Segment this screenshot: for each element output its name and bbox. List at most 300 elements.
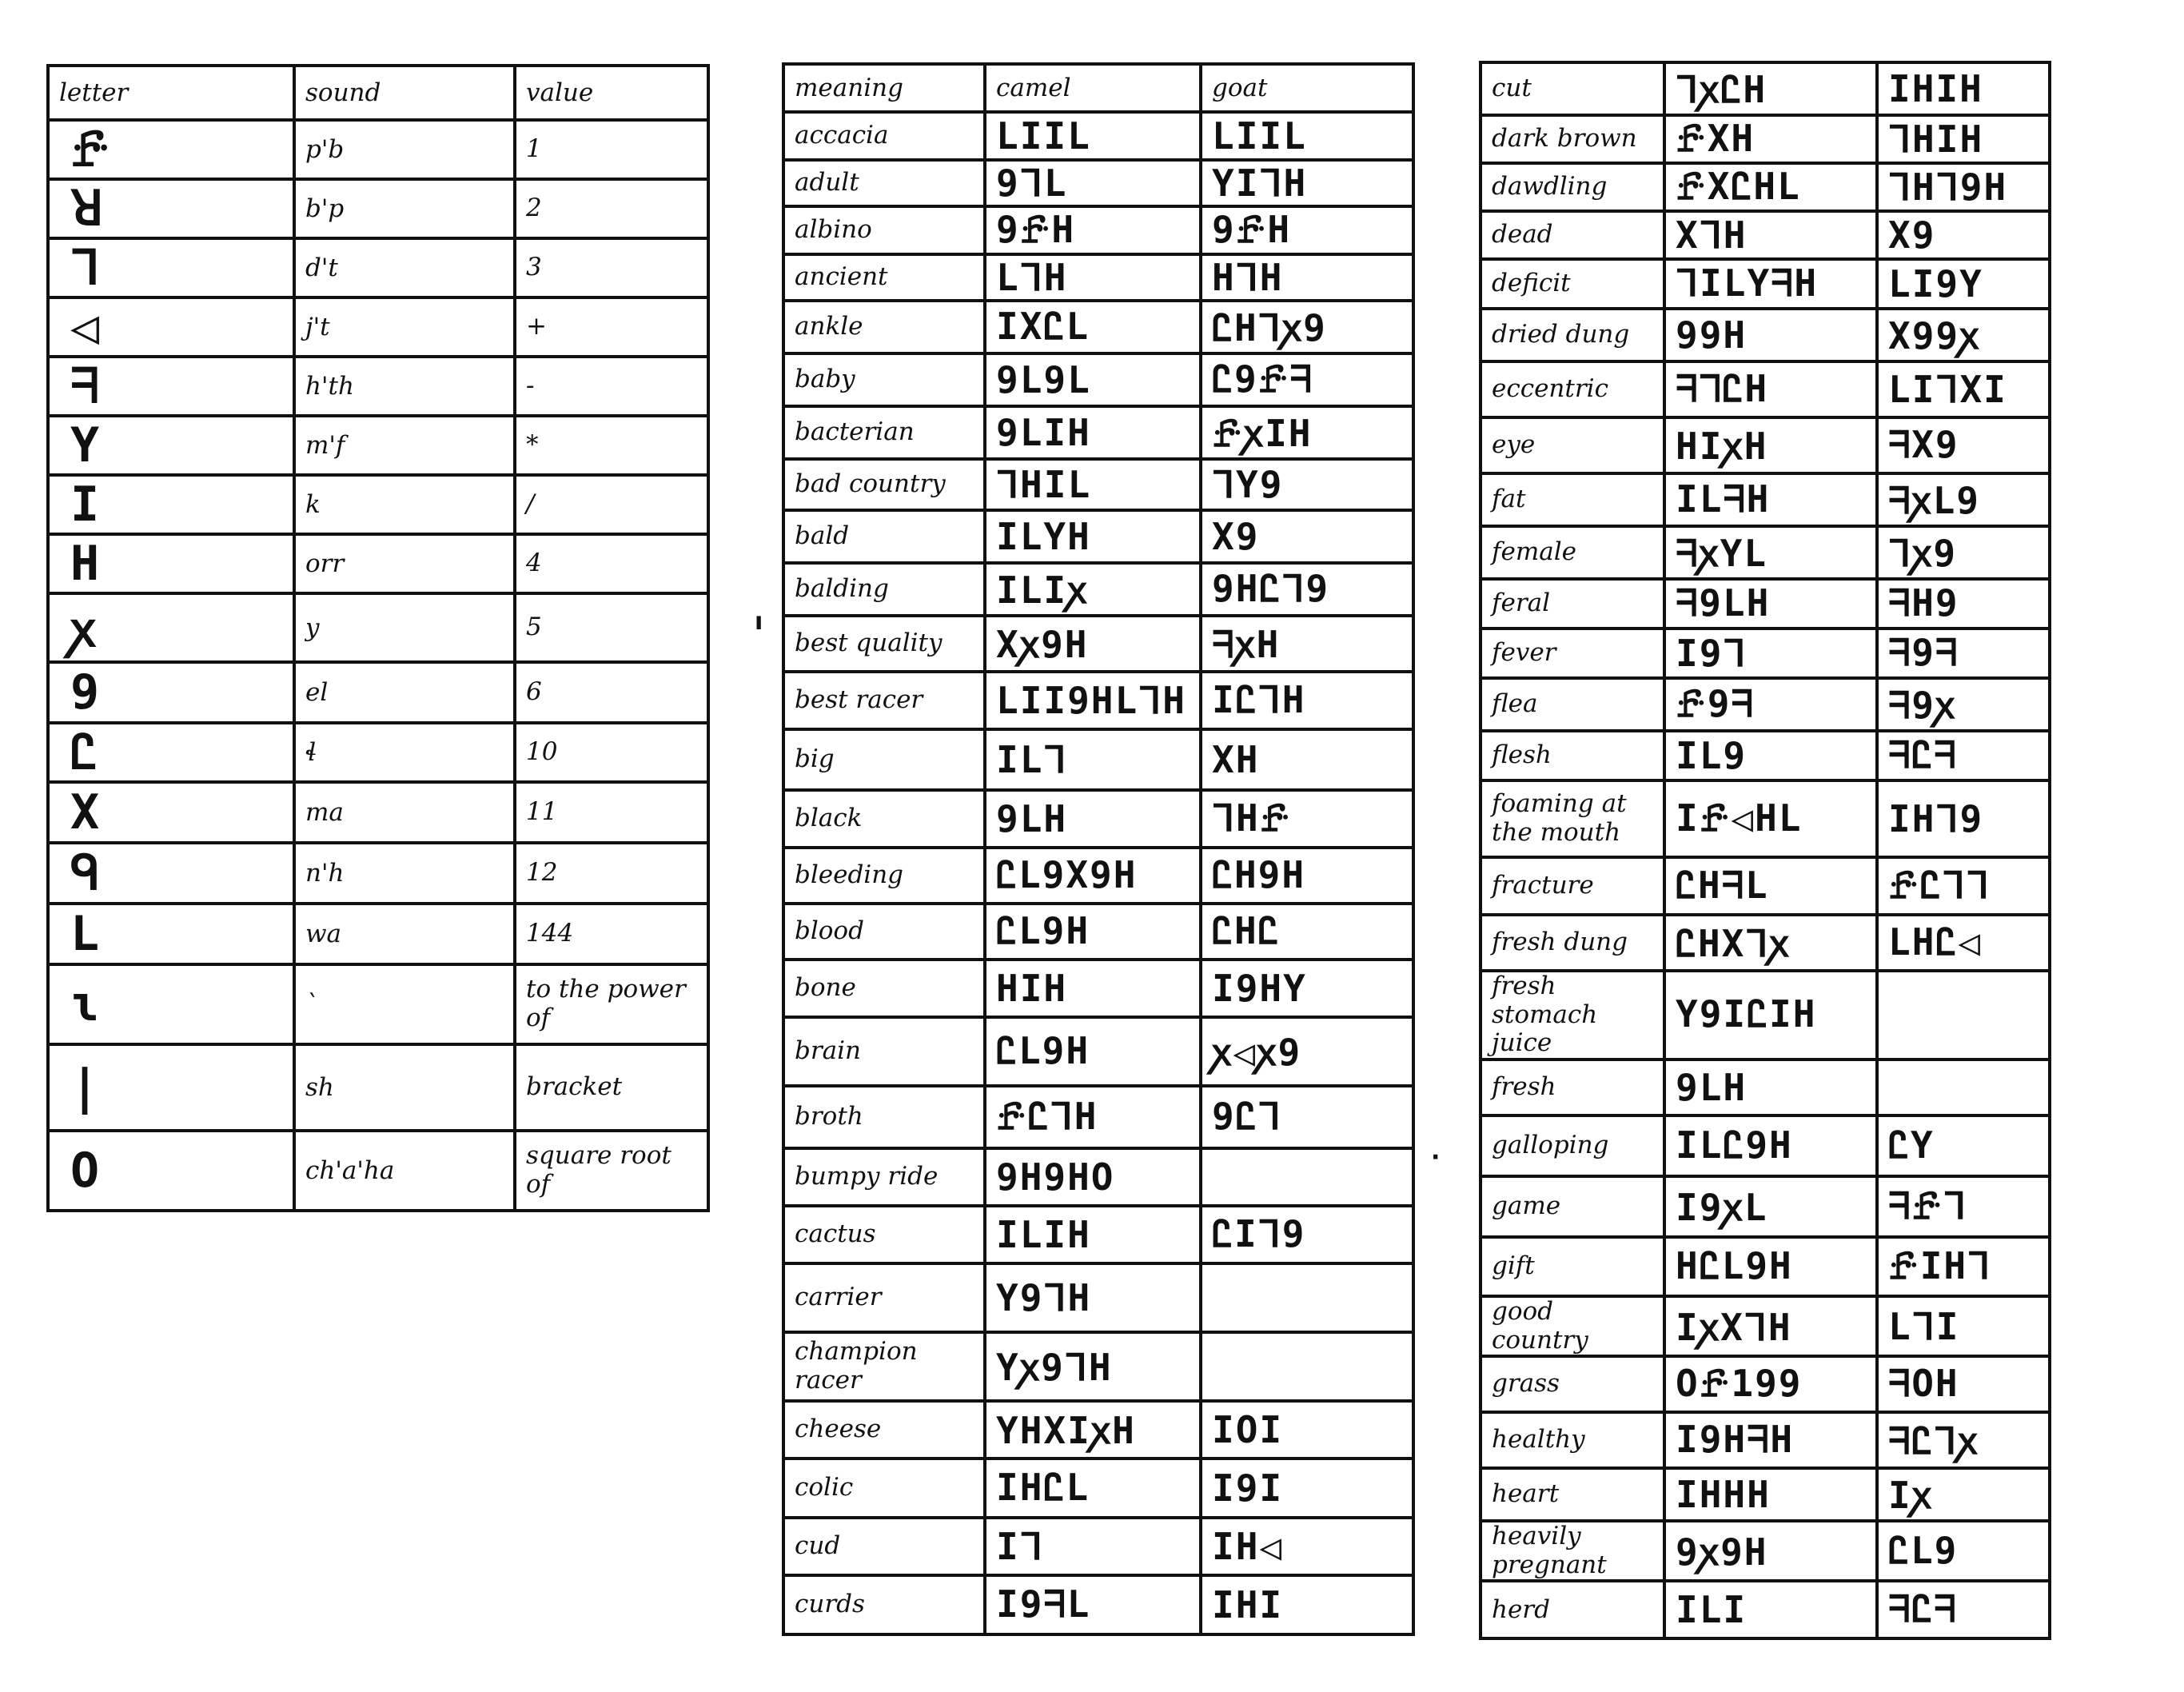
cell-value: 6	[515, 662, 708, 723]
cell-goat: ᏝIᒣ9	[1201, 1206, 1413, 1263]
cell-camel: I9ꭗL	[1664, 1176, 1877, 1237]
cell-meaning: heavily pregnant	[1481, 1521, 1664, 1581]
cell-meaning: ancient	[783, 254, 985, 301]
cell-camel: YHXIꭗH	[985, 1401, 1201, 1459]
cell-camel: ᏝHᖷL	[1664, 857, 1877, 915]
cell-goat: ꗔIHᒣ	[1877, 1237, 2050, 1296]
table-row	[48, 964, 708, 1044]
cell-meaning: dawdling	[1481, 163, 1664, 211]
stray-mark: ı	[755, 608, 763, 636]
table-header-row	[783, 64, 1413, 112]
table-row	[48, 238, 708, 297]
cell-camel: HIꭗH	[1664, 417, 1877, 473]
cell-camel: ᒣILYᖷH	[1664, 259, 1877, 309]
table-row	[1481, 731, 2050, 780]
cell-goat: ᖷᏝᖷ	[1877, 731, 2050, 780]
cell-goat: IHIH	[1877, 62, 2050, 115]
cell-camel: ILᒣ	[985, 729, 1201, 790]
cell-meaning: eccentric	[1481, 361, 1664, 417]
cell-goat: 9ꗔH	[1201, 206, 1413, 254]
cell-goat: 9HᏝᒣ9	[1201, 563, 1413, 616]
cell-glyph: ꭗ	[48, 593, 294, 662]
cell-meaning: baby	[783, 353, 985, 406]
table-row	[783, 672, 1413, 729]
cell-camel: ILᖷH	[1664, 473, 1877, 526]
cell-glyph: ꗔ	[48, 120, 294, 179]
header-goat: goat	[1201, 64, 1413, 112]
cell-meaning: feral	[1481, 579, 1664, 629]
cell-goat: IHᒣ9	[1877, 780, 2050, 857]
table-row	[1481, 971, 2050, 1059]
table-row	[48, 534, 708, 593]
cell-meaning: female	[1481, 526, 1664, 579]
table-row	[1481, 1356, 2050, 1412]
cell-camel: LIIL	[985, 112, 1201, 160]
cell-camel: LII9HLᒣH	[985, 672, 1201, 729]
cell-camel: ᏝL9H	[985, 904, 1201, 960]
cell-goat: 9Ꮭᒣ	[1201, 1086, 1413, 1148]
cell-goat: XH	[1201, 729, 1413, 790]
table-row	[48, 357, 708, 416]
cell-value: 1	[515, 120, 708, 179]
table-row	[1481, 1581, 2050, 1638]
table-row	[1481, 678, 2050, 731]
vocab-table-1	[782, 62, 1415, 1636]
cell-value: +	[515, 297, 708, 357]
cell-camel: ᏝL9H	[985, 1017, 1201, 1086]
cell-meaning: bald	[783, 510, 985, 563]
cell-goat: ᖷᏝᖷ	[1877, 1581, 2050, 1638]
cell-meaning: best quality	[783, 616, 985, 672]
cell-camel: Y9IᏝIH	[1664, 971, 1877, 1059]
table-row	[783, 960, 1413, 1017]
table-row	[783, 510, 1413, 563]
table-row	[1481, 1237, 2050, 1296]
cell-camel: Oꗔ199	[1664, 1356, 1877, 1412]
table-row	[783, 459, 1413, 510]
cell-meaning: cheese	[783, 1401, 985, 1459]
cell-sound: orr	[294, 534, 515, 593]
cell-camel: Yꭗ9ᒣH	[985, 1332, 1201, 1401]
cell-camel: LᒣH	[985, 254, 1201, 301]
table-row	[48, 1044, 708, 1131]
cell-glyph: ᖷ	[48, 357, 294, 416]
table-row	[48, 1131, 708, 1211]
cell-goat: ᏝHᒣꭗ9	[1201, 301, 1413, 353]
cell-meaning: flea	[1481, 678, 1664, 731]
table-row	[48, 416, 708, 475]
table-row	[48, 662, 708, 723]
cell-meaning: brain	[783, 1017, 985, 1086]
cell-camel: IXᏝL	[985, 301, 1201, 353]
table-row	[783, 254, 1413, 301]
cell-goat: LHᏝ◁	[1877, 915, 2050, 971]
cell-glyph: O	[48, 1131, 294, 1211]
cell-meaning: herd	[1481, 1581, 1664, 1638]
cell-value: 3	[515, 238, 708, 297]
table-row	[1481, 473, 2050, 526]
table-row	[48, 179, 708, 238]
cell-goat: ᖷ9ᖷ	[1877, 629, 2050, 678]
cell-goat: ᏝH9H	[1201, 848, 1413, 904]
table-row	[1481, 1296, 2050, 1356]
cell-goat: ᖷᏝᒣꭗ	[1877, 1412, 2050, 1468]
cell-goat	[1201, 1332, 1413, 1401]
cell-value: bracket	[515, 1044, 708, 1131]
cell-value: 5	[515, 593, 708, 662]
table-row	[783, 406, 1413, 459]
cell-goat	[1877, 971, 2050, 1059]
cell-goat: Iꭗ	[1877, 1468, 2050, 1521]
cell-meaning: bleeding	[783, 848, 985, 904]
table-row	[48, 904, 708, 964]
table-row	[1481, 629, 2050, 678]
cell-meaning: bumpy ride	[783, 1148, 985, 1206]
cell-meaning: bone	[783, 960, 985, 1017]
header-meaning: meaning	[783, 64, 985, 112]
cell-meaning: fresh dung	[1481, 915, 1664, 971]
cell-meaning: fresh	[1481, 1059, 1664, 1115]
table-row	[783, 1263, 1413, 1332]
cell-meaning: fresh stomach juice	[1481, 971, 1664, 1059]
cell-goat: IH◁	[1201, 1518, 1413, 1575]
cell-camel: IHHH	[1664, 1468, 1877, 1521]
table-row	[48, 475, 708, 534]
vocab-table-1-body	[783, 64, 1413, 1634]
cell-sound: b'p	[294, 179, 515, 238]
table-row	[1481, 526, 2050, 579]
cell-camel: HᏝL9H	[1664, 1237, 1877, 1296]
cell-goat	[1201, 1263, 1413, 1332]
table-row	[1481, 1412, 2050, 1468]
header-value: value	[515, 66, 708, 120]
cell-value: *	[515, 416, 708, 475]
cell-camel: I9ᖷL	[985, 1575, 1201, 1634]
cell-camel: 9H9HO	[985, 1148, 1201, 1206]
table-row	[783, 301, 1413, 353]
table-row	[783, 206, 1413, 254]
table-row	[48, 297, 708, 357]
cell-sound: wa	[294, 904, 515, 964]
cell-meaning: healthy	[1481, 1412, 1664, 1468]
cell-meaning: accacia	[783, 112, 985, 160]
cell-camel: Iᒣ	[985, 1518, 1201, 1575]
cell-camel: ᖷ9LH	[1664, 579, 1877, 629]
cell-meaning: broth	[783, 1086, 985, 1148]
cell-goat	[1201, 1148, 1413, 1206]
cell-meaning: bad country	[783, 459, 985, 510]
cell-camel: ILYH	[985, 510, 1201, 563]
cell-camel: ꗔ9ᖷ	[1664, 678, 1877, 731]
cell-goat: IOI	[1201, 1401, 1413, 1459]
table-row	[1481, 1521, 2050, 1581]
cell-camel: 9LIH	[985, 406, 1201, 459]
table-row	[783, 729, 1413, 790]
table-row	[1481, 417, 2050, 473]
table-row	[783, 1086, 1413, 1148]
cell-goat: ᖷX9	[1877, 417, 2050, 473]
cell-goat: ᖷ9ꭗ	[1877, 678, 2050, 731]
cell-glyph: X	[48, 782, 294, 843]
table-row	[1481, 1468, 2050, 1521]
table-row	[783, 1206, 1413, 1263]
table-row	[783, 353, 1413, 406]
cell-value: 2	[515, 179, 708, 238]
cell-sound: ɬ	[294, 723, 515, 782]
cell-meaning: carrier	[783, 1263, 985, 1332]
cell-camel: ILI	[1664, 1581, 1877, 1638]
cell-meaning: fever	[1481, 629, 1664, 678]
cell-meaning: ankle	[783, 301, 985, 353]
cell-camel: Y9ᒣH	[985, 1263, 1201, 1332]
table-row	[1481, 163, 2050, 211]
cell-goat: ᖷOH	[1877, 1356, 2050, 1412]
cell-sound: h'th	[294, 357, 515, 416]
cell-goat: I9HY	[1201, 960, 1413, 1017]
cell-meaning: foaming at the mouth	[1481, 780, 1664, 857]
cell-camel: ᏝL9X9H	[985, 848, 1201, 904]
cell-sound: d't	[294, 238, 515, 297]
cell-camel: HIH	[985, 960, 1201, 1017]
alphabet-table	[46, 64, 710, 1212]
cell-meaning: cud	[783, 1518, 985, 1575]
cell-camel: Iꗔ◁HL	[1664, 780, 1877, 857]
cell-glyph: |	[48, 1044, 294, 1131]
table-row	[783, 1575, 1413, 1634]
stray-mark: ·	[1431, 1143, 1441, 1171]
cell-meaning: game	[1481, 1176, 1664, 1237]
cell-sound: el	[294, 662, 515, 723]
cell-meaning: eye	[1481, 417, 1664, 473]
table-row	[48, 593, 708, 662]
cell-glyph: ɩ	[48, 964, 294, 1044]
cell-meaning: flesh	[1481, 731, 1664, 780]
cell-camel: 9LH	[985, 790, 1201, 848]
cell-meaning: colic	[783, 1459, 985, 1518]
cell-camel: 9ꗔH	[985, 206, 1201, 254]
cell-camel: Xꭗ9H	[985, 616, 1201, 672]
cell-goat: ᒣY9	[1201, 459, 1413, 510]
cell-sound: `	[294, 964, 515, 1044]
cell-glyph: ᑫ	[48, 843, 294, 904]
cell-sound: m'f	[294, 416, 515, 475]
header-letter: letter	[48, 66, 294, 120]
table-row	[1481, 1176, 2050, 1237]
cell-camel: IL9	[1664, 731, 1877, 780]
cell-meaning: galloping	[1481, 1115, 1664, 1176]
cell-camel: ꗔXH	[1664, 115, 1877, 163]
cell-sound: j't	[294, 297, 515, 357]
cell-goat: ᖷꭗH	[1201, 616, 1413, 672]
cell-camel: I9ᒣ	[1664, 629, 1877, 678]
cell-camel: ᒣHIL	[985, 459, 1201, 510]
cell-meaning: dead	[1481, 211, 1664, 259]
cell-camel: ILᏝ9H	[1664, 1115, 1877, 1176]
cell-meaning: heart	[1481, 1468, 1664, 1521]
cell-sound: ma	[294, 782, 515, 843]
cell-meaning: grass	[1481, 1356, 1664, 1412]
cell-sound: sh	[294, 1044, 515, 1131]
cell-sound: y	[294, 593, 515, 662]
cell-camel: 9ᒣL	[985, 160, 1201, 206]
cell-glyph: Ꮭ	[48, 723, 294, 782]
cell-goat: HᒣH	[1201, 254, 1413, 301]
table-row	[1481, 1059, 2050, 1115]
table-row	[783, 1148, 1413, 1206]
cell-value: 144	[515, 904, 708, 964]
cell-meaning: best racer	[783, 672, 985, 729]
vocab-table-2-body	[1481, 62, 2050, 1638]
cell-goat	[1877, 1059, 2050, 1115]
cell-goat: X9	[1877, 211, 2050, 259]
cell-meaning: black	[783, 790, 985, 848]
table-row	[48, 843, 708, 904]
cell-glyph: I	[48, 475, 294, 534]
cell-goat: ᒣꭗ9	[1877, 526, 2050, 579]
table-row	[1481, 211, 2050, 259]
cell-goat: ꭗ◁ꭗ9	[1201, 1017, 1413, 1086]
table-row	[1481, 115, 2050, 163]
table-row	[783, 1401, 1413, 1459]
table-row	[1481, 259, 2050, 309]
table-row	[1481, 780, 2050, 857]
cell-goat: I9I	[1201, 1459, 1413, 1518]
cell-goat: LI9Y	[1877, 259, 2050, 309]
cell-sound: p'b	[294, 120, 515, 179]
cell-meaning: balding	[783, 563, 985, 616]
cell-goat: LIᒣXI	[1877, 361, 2050, 417]
cell-glyph: L	[48, 904, 294, 964]
cell-camel: ꗔXᏝHL	[1664, 163, 1877, 211]
cell-goat: ᖷꭗL9	[1877, 473, 2050, 526]
cell-camel: ᏝHXᒣꭗ	[1664, 915, 1877, 971]
cell-meaning: gift	[1481, 1237, 1664, 1296]
table-row	[783, 1017, 1413, 1086]
cell-camel: IHᏝL	[985, 1459, 1201, 1518]
cell-camel: 9L9L	[985, 353, 1201, 406]
cell-meaning: fracture	[1481, 857, 1664, 915]
cell-sound: ch'a'ha	[294, 1131, 515, 1211]
cell-goat: ᒣHꗔ	[1201, 790, 1413, 848]
cell-meaning: dark brown	[1481, 115, 1664, 163]
table-row	[783, 904, 1413, 960]
cell-meaning: dried dung	[1481, 309, 1664, 361]
table-row	[1481, 1115, 2050, 1176]
cell-meaning: albino	[783, 206, 985, 254]
table-header-row	[48, 66, 708, 120]
cell-value: 11	[515, 782, 708, 843]
cell-meaning: cactus	[783, 1206, 985, 1263]
cell-meaning: adult	[783, 160, 985, 206]
cell-glyph: ꓤ	[48, 179, 294, 238]
cell-meaning: good country	[1481, 1296, 1664, 1356]
header-camel: camel	[985, 64, 1201, 112]
cell-goat: ᖷH9	[1877, 579, 2050, 629]
cell-meaning: fat	[1481, 473, 1664, 526]
cell-goat: YIᒣH	[1201, 160, 1413, 206]
cell-meaning: champion racer	[783, 1332, 985, 1401]
cell-goat: X99ꭗ	[1877, 309, 2050, 361]
header-sound: sound	[294, 66, 515, 120]
table-row	[783, 1459, 1413, 1518]
cell-goat: LIIL	[1201, 112, 1413, 160]
cell-glyph: ◁	[48, 297, 294, 357]
cell-glyph: 9	[48, 662, 294, 723]
cell-camel: ILIꭗ	[985, 563, 1201, 616]
cell-value: -	[515, 357, 708, 416]
cell-goat: ᏝY	[1877, 1115, 2050, 1176]
vocab-table-2	[1479, 61, 2051, 1640]
cell-camel: XᒣH	[1664, 211, 1877, 259]
cell-goat: Ꮭ9ꗔᖷ	[1201, 353, 1413, 406]
table-row	[1481, 62, 2050, 115]
table-row	[783, 790, 1413, 848]
cell-value: to the power of	[515, 964, 708, 1044]
cell-value: 10	[515, 723, 708, 782]
cell-camel: 99H	[1664, 309, 1877, 361]
cell-value: 12	[515, 843, 708, 904]
cell-goat: ᏝL9	[1877, 1521, 2050, 1581]
table-row	[48, 782, 708, 843]
alphabet-table-body	[48, 66, 708, 1211]
cell-goat: ᒣHᒣ9H	[1877, 163, 2050, 211]
table-row	[783, 616, 1413, 672]
cell-goat: IHI	[1201, 1575, 1413, 1634]
cell-meaning: cut	[1481, 62, 1664, 115]
table-row	[783, 112, 1413, 160]
table-row	[1481, 361, 2050, 417]
cell-camel: ᖷꭗYL	[1664, 526, 1877, 579]
table-row	[48, 120, 708, 179]
cell-sound: k	[294, 475, 515, 534]
cell-goat: ᏝHᏝ	[1201, 904, 1413, 960]
table-row	[1481, 309, 2050, 361]
table-row	[783, 1518, 1413, 1575]
cell-camel: ILIH	[985, 1206, 1201, 1263]
cell-value: /	[515, 475, 708, 534]
cell-goat: X9	[1201, 510, 1413, 563]
cell-meaning: big	[783, 729, 985, 790]
table-row	[1481, 857, 2050, 915]
cell-camel: 9ꭗ9H	[1664, 1521, 1877, 1581]
cell-goat: ᒣHIH	[1877, 115, 2050, 163]
cell-meaning: blood	[783, 904, 985, 960]
table-row	[1481, 915, 2050, 971]
cell-meaning: deficit	[1481, 259, 1664, 309]
cell-value: 4	[515, 534, 708, 593]
cell-camel: ꗔᏝᒣH	[985, 1086, 1201, 1148]
cell-goat: ꗔꭗIH	[1201, 406, 1413, 459]
cell-camel: ᒣꭗᏝH	[1664, 62, 1877, 115]
table-row	[48, 723, 708, 782]
table-row	[783, 160, 1413, 206]
cell-glyph: Y	[48, 416, 294, 475]
cell-camel: 9LH	[1664, 1059, 1877, 1115]
cell-glyph: H	[48, 534, 294, 593]
table-row	[1481, 579, 2050, 629]
cell-meaning: bacterian	[783, 406, 985, 459]
cell-meaning: curds	[783, 1575, 985, 1634]
cell-goat: ᖷꗔᒣ	[1877, 1176, 2050, 1237]
cell-camel: I9HᖷH	[1664, 1412, 1877, 1468]
table-row	[783, 848, 1413, 904]
cell-goat: LᒣI	[1877, 1296, 2050, 1356]
cell-camel: ᖷᒣᏝH	[1664, 361, 1877, 417]
cell-camel: IꭗXᒣH	[1664, 1296, 1877, 1356]
cell-goat: IᏝᒣH	[1201, 672, 1413, 729]
table-row	[783, 1332, 1413, 1401]
cell-value: square root of	[515, 1131, 708, 1211]
